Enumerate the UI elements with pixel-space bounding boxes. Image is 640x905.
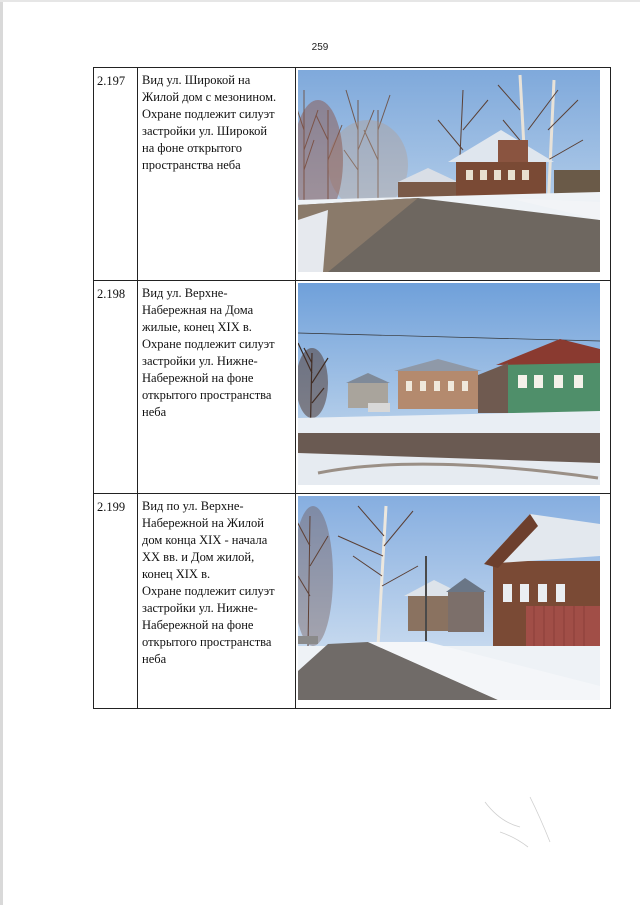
row-number: 2.198 bbox=[94, 281, 138, 494]
row-photo bbox=[296, 68, 611, 281]
scan-edge-top bbox=[0, 0, 640, 2]
table-row bbox=[94, 494, 611, 709]
page-number: 259 bbox=[311, 42, 329, 53]
row-photo bbox=[296, 494, 611, 709]
scan-edge bbox=[0, 0, 3, 905]
street-photo-icon bbox=[298, 70, 600, 272]
row-number: 2.199 bbox=[94, 494, 138, 709]
row-photo bbox=[296, 281, 611, 494]
heritage-views-table bbox=[93, 67, 611, 709]
scan-artifact bbox=[480, 792, 560, 852]
row-description: Вид ул. Верхне- Набережная на Дома жилые, конец XIX в. Охране подлежит силуэт застройки ул. Нижне- Набережной на фоне открытого пространства неба bbox=[138, 281, 296, 494]
street-photo-icon bbox=[298, 496, 600, 700]
row-description: Вид по ул. Верхне- Набережной на Жилой дом конца XIX - начала XX вв. и Дом жилой, конец XIX в. Охране подлежит силуэт застройки ул. Нижне- Набережной на фоне открытого пространства неба bbox=[138, 494, 296, 709]
table-row bbox=[94, 281, 611, 494]
table-row bbox=[94, 68, 611, 281]
street-photo-icon bbox=[298, 283, 600, 485]
row-description: Вид ул. Широкой на Жилой дом с мезонином. Охране подлежит силуэт застройки ул. Широкой на фоне открытого пространства неба bbox=[138, 68, 296, 281]
row-number: 2.197 bbox=[94, 68, 138, 281]
